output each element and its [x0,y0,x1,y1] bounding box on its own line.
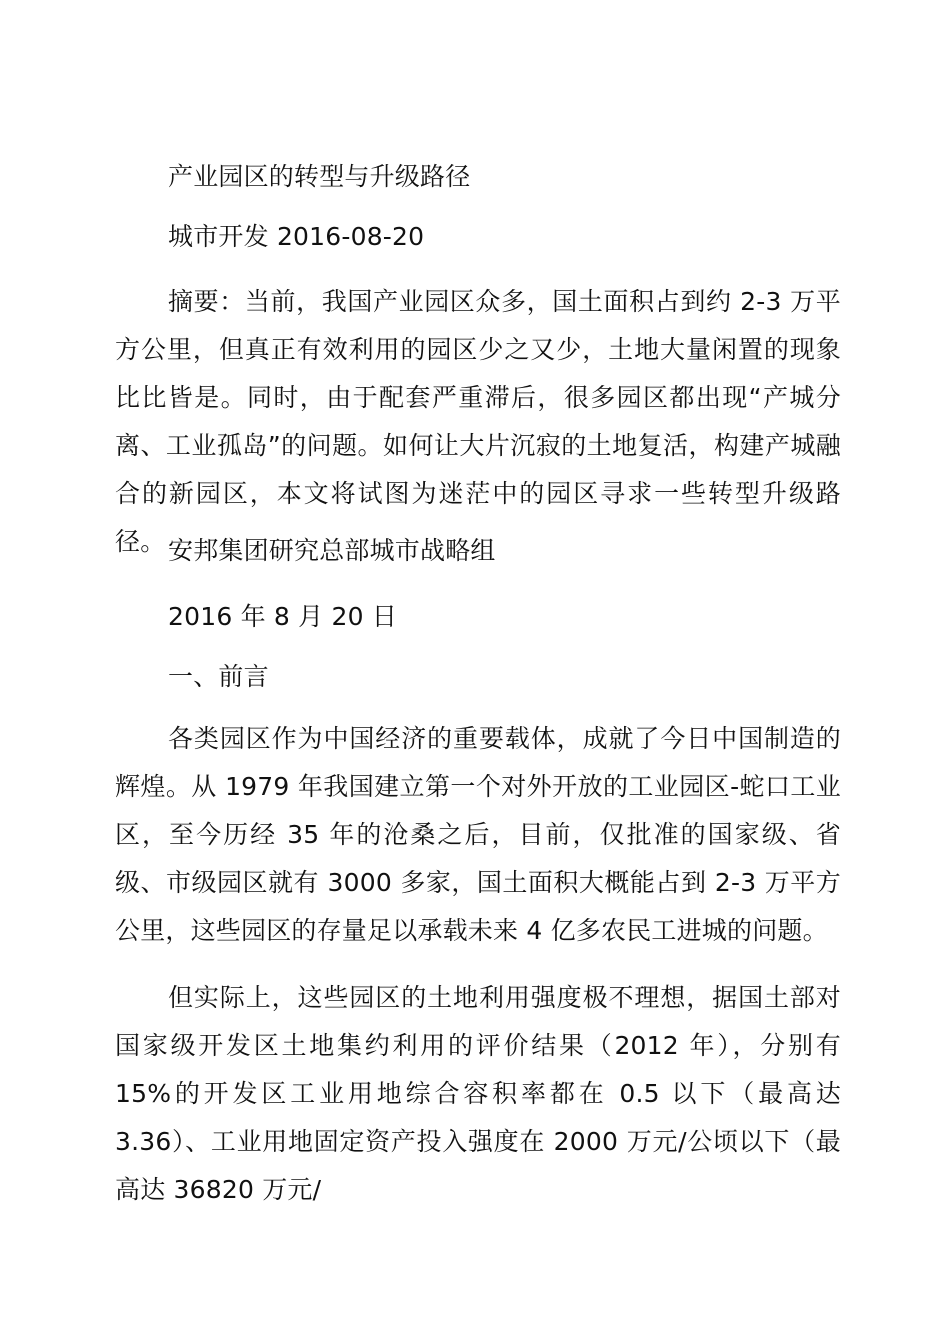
intro-paragraph-1: 各类园区作为中国经济的重要载体，成就了今日中国制造的辉煌。从 1979 年我国建立第一个对外开放的工业园区-蛇口工业区，至今历经 35 年的沧桑之后，目前，仅批准的国家级、省级、市级园区就有 3000 多家，国土面积大概能占到 2-3 万平方公里，这些园区的存量足以承载未来 4 亿多农民工进城的问题。 [115,724,841,945]
intro-paragraph-2: 但实际上，这些园区的土地利用强度极不理想，据国土部对国家级开发区土地集约利用的评价结果（2012 年），分别有 15%的开发区工业用地综合容积率都在 0.5 以下（最高达 3.36）、工业用地固定资产投入强度在 2000 万元/公顷以下（最高达 36820 万元/ [115,983,841,1204]
document-title: 产业园区的转型与升级路径 [168,162,471,191]
source-date-line: 城市开发 2016-08-20 [168,222,425,251]
author-line: 安邦集团研究总部城市战略组 [168,536,496,565]
abstract-paragraph: 摘要：当前，我国产业园区众多，国土面积占到约 2-3 万平方公里，但真正有效利用的园区少之又少，土地大量闲置的现象比比皆是。同时，由于配套严重滞后，很多园区都出现“产城分离、工业孤岛”的问题。如何让大片沉寂的土地复活，构建产城融合的新园区，本文将试图为迷茫中的园区寻求一些转型升级路径。 [115,287,841,556]
section-heading: 一、前言 [168,662,269,691]
date-line: 2016 年 8 月 20 日 [168,602,398,631]
